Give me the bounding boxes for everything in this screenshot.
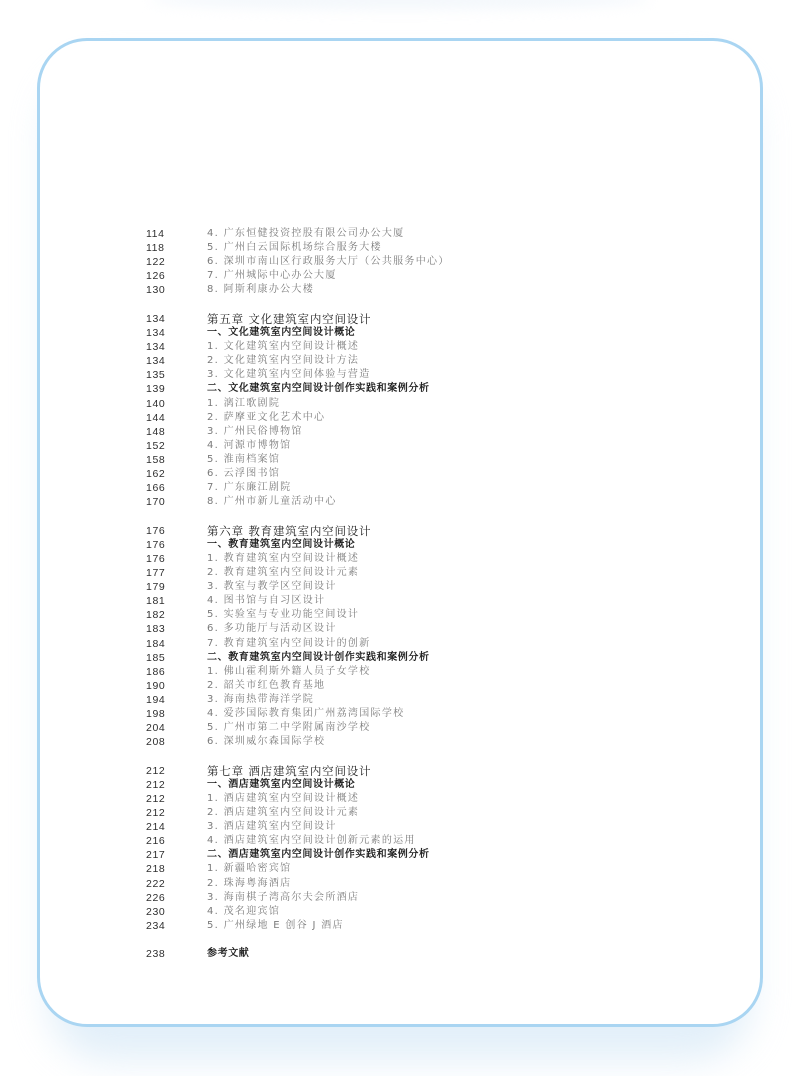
entry-title: 6. 深圳市南山区行政服务大厅（公共服务中心）: [207, 256, 450, 268]
page-number: 212: [146, 778, 166, 791]
toc-row-item[interactable]: [146, 862, 626, 876]
toc-row-item[interactable]: [146, 439, 626, 453]
entry-title: 1. 漓江歌剧院: [207, 397, 281, 409]
toc-row-item[interactable]: [146, 227, 626, 241]
entry-title: 3. 海南棋子湾高尔夫会所酒店: [207, 891, 360, 903]
toc-row-item[interactable]: [146, 707, 626, 721]
entry-title: 第七章 酒店建筑室内空间设计: [207, 763, 372, 778]
page-number: 148: [146, 425, 166, 438]
entry-title: 一、教育建筑室内空间设计概论: [207, 538, 356, 550]
entry-title: 3. 海南热带海洋学院: [207, 693, 315, 705]
page-number: 118: [146, 242, 165, 255]
page-number: 176: [146, 538, 166, 551]
toc-row-item[interactable]: [146, 425, 626, 439]
page-number: 158: [146, 453, 166, 466]
page-number: 176: [146, 552, 166, 565]
page-number: 122: [146, 256, 166, 269]
page-number: 230: [146, 905, 166, 918]
top-glow: [150, 0, 650, 10]
toc-row-item[interactable]: [146, 919, 626, 933]
page-number: 177: [146, 567, 166, 580]
spacer: [146, 509, 626, 524]
entry-title: 一、酒店建筑室内空间设计概论: [207, 778, 356, 790]
entry-title: 7. 教育建筑室内空间设计的创新: [207, 637, 371, 649]
page-number: 190: [146, 679, 166, 692]
entry-title: 第六章 教育建筑室内空间设计: [207, 523, 372, 538]
page-number: 194: [146, 693, 166, 706]
page-number: 166: [146, 482, 166, 495]
page-number: 181: [146, 595, 166, 608]
page-number: 179: [146, 581, 166, 594]
toc-row-item[interactable]: [146, 877, 626, 891]
toc-row-item[interactable]: [146, 693, 626, 707]
page-number: 198: [146, 708, 166, 720]
page-number: 176: [146, 524, 166, 537]
spacer: [146, 933, 626, 948]
toc-row-section[interactable]: [146, 848, 626, 862]
toc-row-item[interactable]: [146, 397, 626, 411]
page-number: 186: [146, 665, 166, 678]
page-number: 234: [146, 919, 166, 932]
toc-row-section[interactable]: [146, 651, 626, 665]
entry-title: 4. 河源市博物馆: [207, 439, 292, 451]
page-number: 184: [146, 637, 166, 650]
entry-title: 7. 广州城际中心办公大厦: [207, 270, 337, 282]
toc-row-section[interactable]: [146, 326, 626, 340]
toc-row-item[interactable]: [146, 792, 626, 806]
page-number: 170: [146, 496, 166, 509]
toc-row-section[interactable]: [146, 382, 626, 396]
entry-title: 5. 广州绿地 E 创谷 J 酒店: [207, 919, 344, 931]
entry-title: 5. 广州市第二中学附属南沙学校: [207, 722, 371, 734]
page-number: 183: [146, 623, 166, 636]
entry-title: 4. 图书馆与自习区设计: [207, 595, 326, 607]
page-number: 144: [146, 411, 166, 424]
entry-title: 第五章 文化建筑室内空间设计: [207, 311, 372, 326]
page-number: 212: [146, 764, 166, 777]
entry-title: 参考文献: [207, 948, 250, 960]
toc-row-item[interactable]: [146, 580, 626, 594]
page-number: 216: [146, 835, 166, 848]
page-number: 204: [146, 722, 166, 735]
entry-title: 3. 文化建筑室内空间体验与营造: [207, 369, 371, 381]
page-number: 140: [146, 397, 166, 410]
toc-row-item[interactable]: [146, 269, 626, 283]
entry-title: 6. 深圳威尔森国际学校: [207, 736, 326, 748]
entry-title: 二、酒店建筑室内空间设计创作实践和案例分析: [207, 849, 430, 861]
entry-title: 一、文化建筑室内空间设计概论: [207, 327, 356, 339]
entry-title: 2. 教育建筑室内空间设计元素: [207, 567, 360, 579]
page-number: 214: [146, 821, 166, 834]
page-number: 162: [146, 468, 166, 480]
entry-title: 5. 广州白云国际机场综合服务大楼: [207, 242, 382, 254]
toc-row-item[interactable]: [146, 241, 626, 255]
toc-row-item[interactable]: [146, 495, 626, 509]
page-number: 222: [146, 877, 166, 890]
toc-row-chapter[interactable]: [146, 524, 626, 538]
entry-title: 8. 广州市新儿童活动中心: [207, 496, 337, 508]
toc-row-references[interactable]: [146, 947, 626, 961]
toc-row-item[interactable]: [146, 453, 626, 467]
toc-row-item[interactable]: [146, 552, 626, 566]
toc-row-item[interactable]: [146, 340, 626, 354]
toc-chapter-5: [146, 312, 626, 509]
toc-row-item[interactable]: [146, 566, 626, 580]
toc-row-item[interactable]: [146, 354, 626, 368]
entry-title: 3. 酒店建筑室内空间设计: [207, 821, 337, 833]
entry-title: 1. 新疆哈密宾馆: [207, 863, 292, 875]
entry-title: 2. 文化建筑室内空间设计方法: [207, 355, 360, 367]
toc-chapter-6: [146, 524, 626, 750]
toc-row-item[interactable]: [146, 622, 626, 636]
toc-row-item[interactable]: [146, 820, 626, 834]
page-number: 134: [146, 327, 166, 340]
entry-title: 4. 酒店建筑室内空间设计创新元素的运用: [207, 835, 416, 847]
toc-row-item[interactable]: [146, 665, 626, 679]
toc-row-item[interactable]: [146, 679, 626, 693]
entry-title: 1. 酒店建筑室内空间设计概述: [207, 792, 360, 804]
page-number: 114: [146, 228, 165, 240]
entry-title: 2. 酒店建筑室内空间设计元素: [207, 807, 360, 819]
toc-row-item[interactable]: [146, 411, 626, 425]
table-of-contents: [146, 227, 626, 962]
toc-group-office-cases: [146, 227, 626, 297]
entry-title: 4. 广东恒健投资控股有限公司办公大厦: [207, 228, 405, 239]
toc-row-item[interactable]: [146, 891, 626, 905]
page-number: 139: [146, 383, 166, 396]
toc-row-item[interactable]: [146, 368, 626, 382]
entry-title: 6. 多功能厅与活动区设计: [207, 623, 337, 635]
page-number: 212: [146, 807, 166, 820]
entry-title: 2. 韶关市红色教育基地: [207, 679, 326, 691]
entry-title: 1. 佛山霍利斯外籍人员子女学校: [207, 665, 371, 677]
entry-title: 3. 广州民俗博物馆: [207, 425, 303, 437]
entry-title: 二、文化建筑室内空间设计创作实践和案例分析: [207, 383, 430, 395]
page-number: 134: [146, 355, 166, 368]
page-number: 208: [146, 736, 166, 749]
spacer: [146, 297, 626, 312]
toc-row-item[interactable]: [146, 481, 626, 495]
entry-title: 5. 淮南档案馆: [207, 453, 281, 465]
toc-row-chapter[interactable]: [146, 764, 626, 778]
page-number: 134: [146, 341, 166, 354]
page-number: 130: [146, 284, 166, 297]
page-number: 182: [146, 609, 166, 622]
entry-title: 1. 教育建筑室内空间设计概述: [207, 552, 360, 564]
toc-row-item[interactable]: [146, 806, 626, 820]
toc-row-item[interactable]: [146, 467, 626, 481]
toc-chapter-7: [146, 764, 626, 933]
entry-title: 2. 萨摩亚文化艺术中心: [207, 411, 326, 423]
toc-row-chapter[interactable]: [146, 312, 626, 326]
entry-title: 3. 教室与教学区空间设计: [207, 581, 337, 593]
toc-row-section[interactable]: [146, 538, 626, 552]
toc-row-item[interactable]: [146, 905, 626, 919]
toc-row-item[interactable]: [146, 255, 626, 269]
entry-title: 4. 爱莎国际教育集团广州荔湾国际学校: [207, 708, 405, 719]
entry-title: 1. 文化建筑室内空间设计概述: [207, 341, 360, 353]
page-number: 217: [146, 849, 166, 862]
page-number: 152: [146, 439, 166, 452]
toc-row-item[interactable]: [146, 283, 626, 297]
page-number: 212: [146, 792, 166, 805]
toc-row-section[interactable]: [146, 778, 626, 792]
page-number: 226: [146, 891, 166, 904]
toc-row-item[interactable]: [146, 721, 626, 735]
entry-title: 2. 珠海粤海酒店: [207, 877, 292, 889]
page-number: 185: [146, 651, 166, 664]
entry-title: 6. 云浮图书馆: [207, 468, 281, 479]
page-number: 134: [146, 312, 166, 325]
entry-title: 4. 茂名迎宾馆: [207, 905, 281, 917]
toc-row-item[interactable]: [146, 608, 626, 622]
toc-row-item[interactable]: [146, 637, 626, 651]
entry-title: 7. 广东廉江剧院: [207, 482, 292, 494]
entry-title: 二、教育建筑室内空间设计创作实践和案例分析: [207, 651, 430, 663]
toc-row-item[interactable]: [146, 834, 626, 848]
page-number: 218: [146, 863, 166, 876]
toc-row-item[interactable]: [146, 594, 626, 608]
entry-title: 8. 阿斯利康办公大楼: [207, 284, 315, 296]
entry-title: 5. 实验室与专业功能空间设计: [207, 609, 360, 621]
spacer: [146, 749, 626, 764]
page-number: 135: [146, 369, 166, 382]
page-number: 238: [146, 948, 166, 961]
page-number: 126: [146, 270, 166, 283]
toc-row-item[interactable]: [146, 735, 626, 749]
